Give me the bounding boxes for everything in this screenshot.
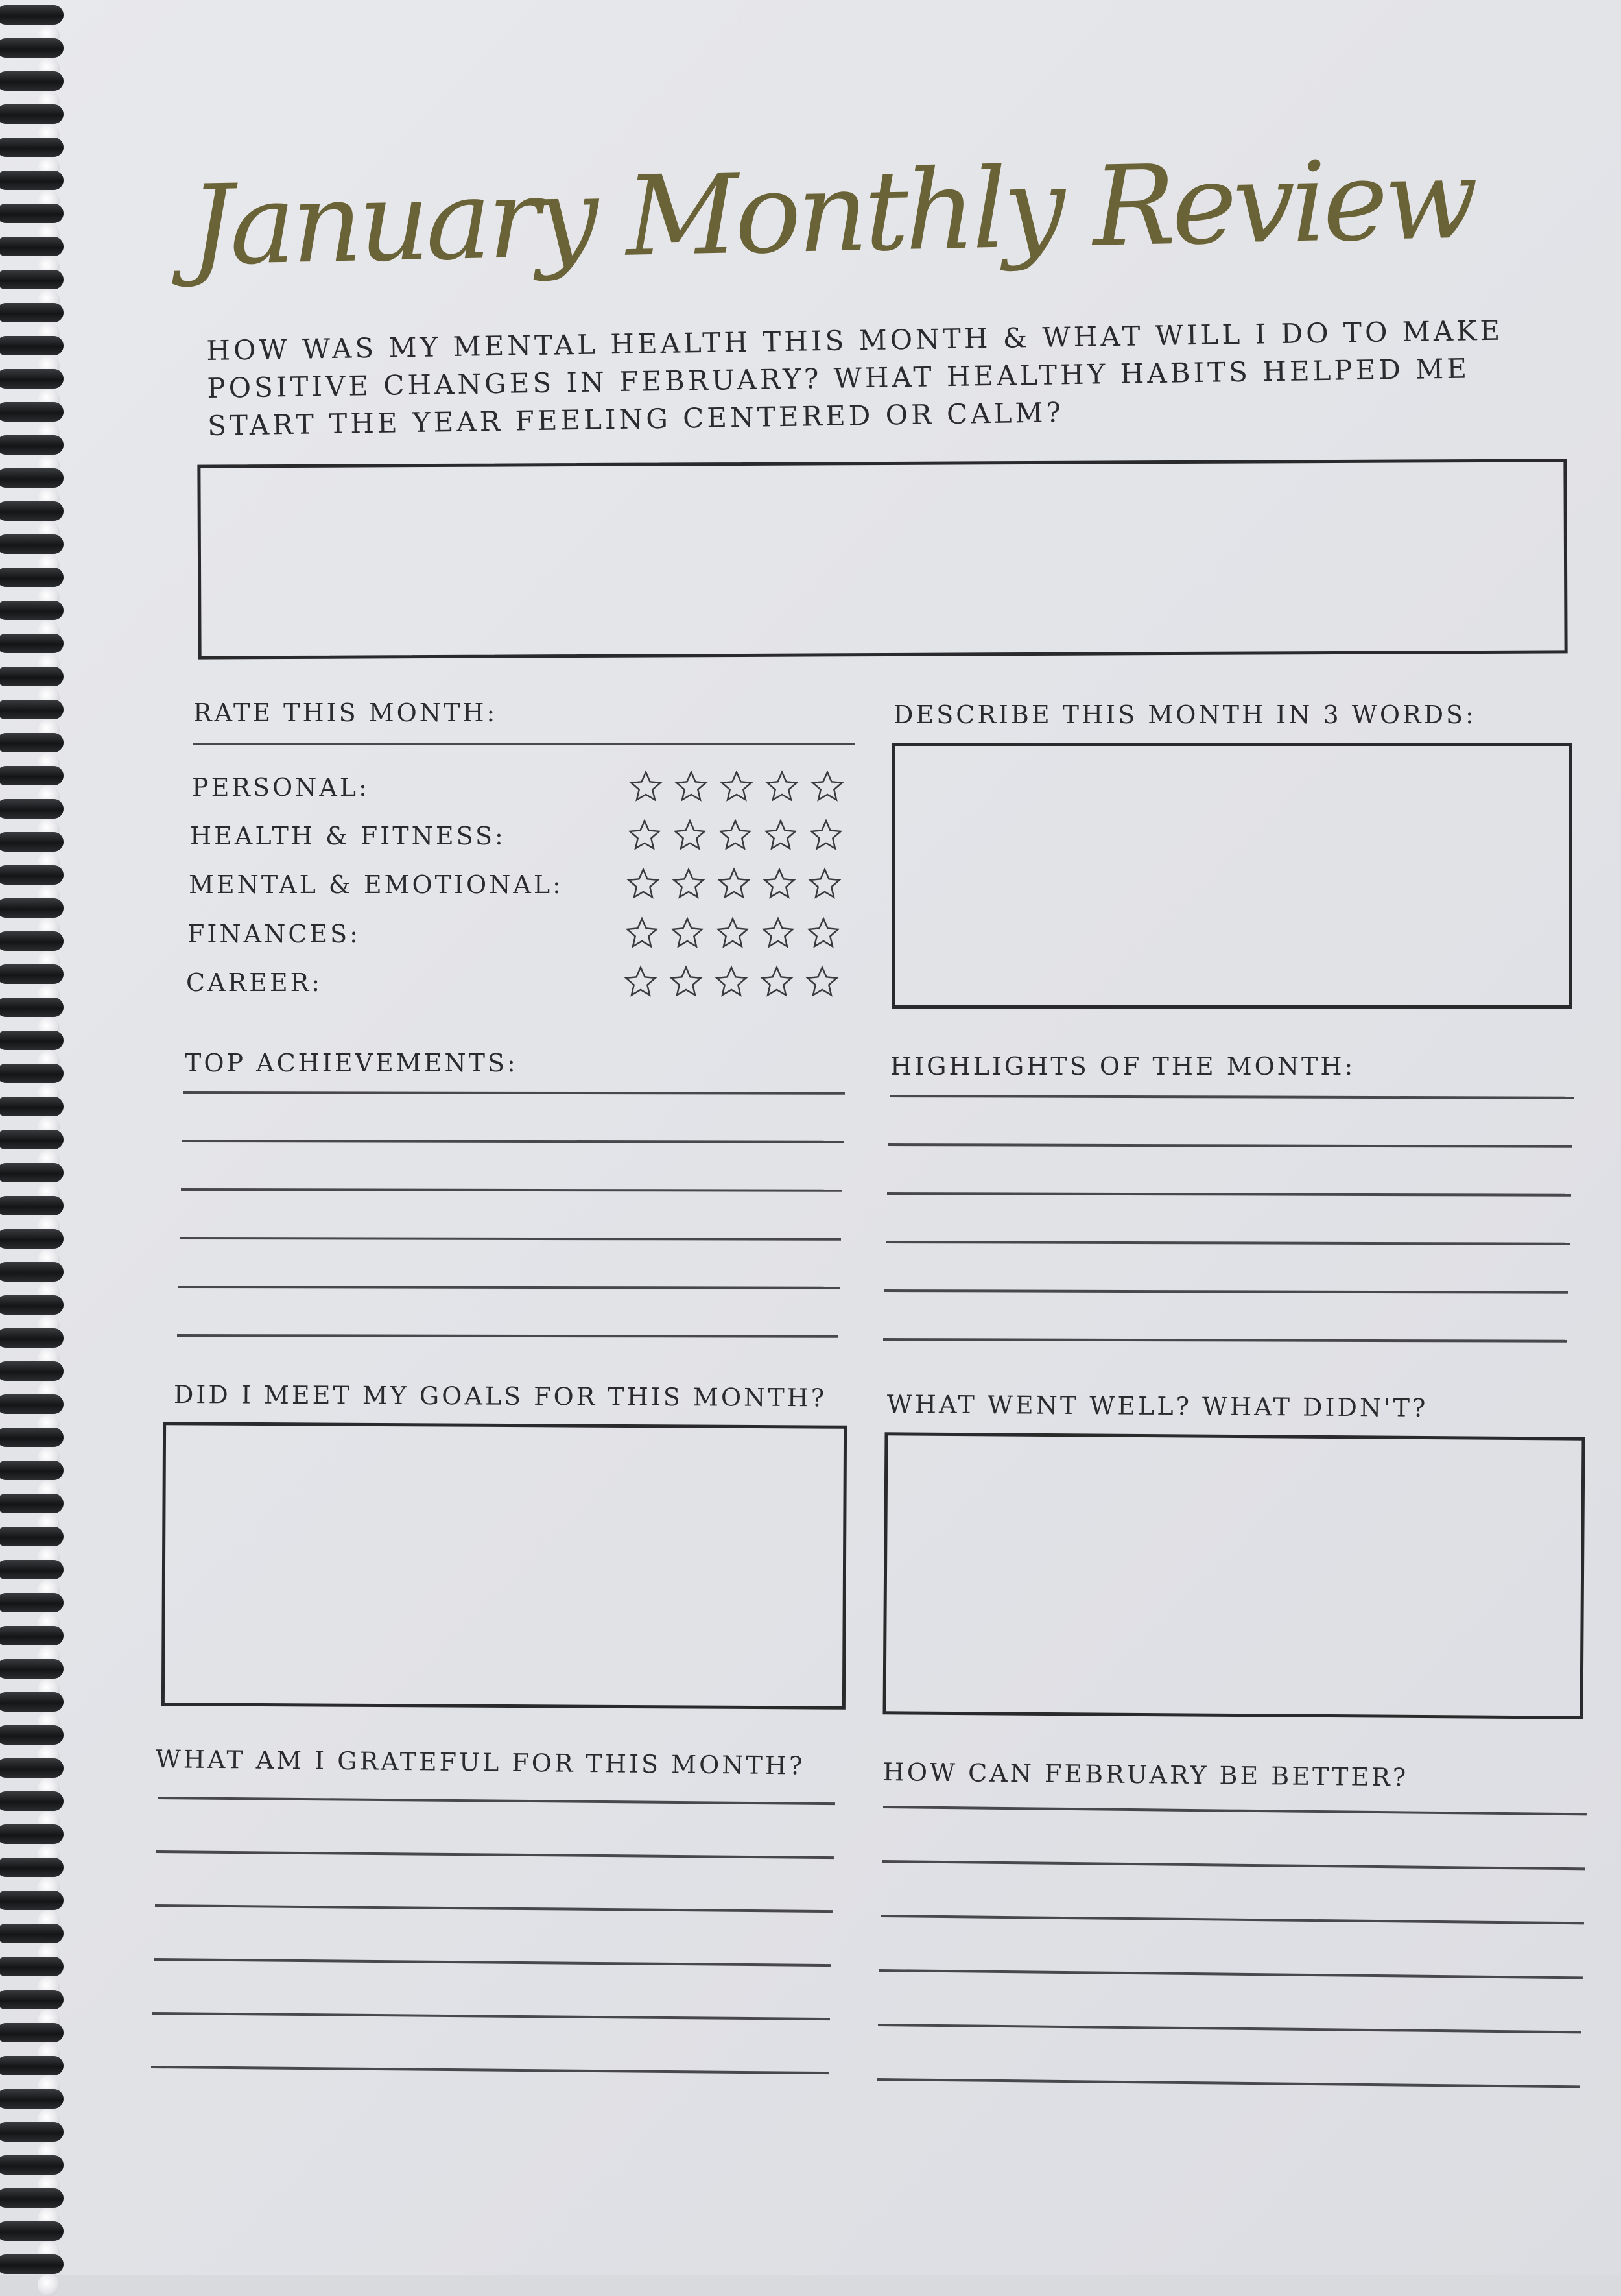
binding-ring (0, 171, 64, 190)
february-better-line[interactable] (878, 2024, 1581, 2033)
binding-ring (0, 2155, 64, 2175)
grateful-line[interactable] (151, 2066, 829, 2074)
star-rating (624, 916, 842, 951)
binding-ring (0, 601, 64, 620)
rating-label: HEALTH & FITNESS: (190, 822, 506, 850)
star-outline-icon[interactable] (628, 769, 664, 804)
grateful-line[interactable] (154, 1958, 831, 1967)
star-outline-icon[interactable] (807, 867, 843, 902)
star-outline-icon[interactable] (717, 818, 753, 853)
achievement-line[interactable] (180, 1237, 841, 1241)
binding-ring (0, 2023, 64, 2042)
binding-ring (0, 1824, 64, 1844)
highlights-heading: HIGHLIGHTS OF THE MONTH: (890, 1052, 1356, 1081)
binding-ring (0, 667, 64, 686)
binding-ring (0, 534, 64, 554)
star-outline-icon[interactable] (713, 964, 750, 999)
february-better-heading: HOW CAN FEBRUARY BE BETTER? (882, 1758, 1409, 1792)
prompt-line-1: HOW WAS MY MENTAL HEALTH THIS MONTH & WHAT WILL I DO TO MAKE (206, 314, 1504, 366)
binding-ring (0, 1659, 64, 1679)
binding-ring (0, 38, 64, 58)
binding-ring (0, 237, 64, 256)
binding-ring (0, 700, 64, 719)
rate-heading-underline (193, 743, 855, 745)
binding-ring (0, 1461, 64, 1480)
star-outline-icon[interactable] (670, 867, 707, 902)
binding-ring (0, 1692, 64, 1712)
grateful-line[interactable] (152, 2012, 830, 2020)
goals-answer-box[interactable] (161, 1422, 847, 1710)
achievement-line[interactable] (183, 1091, 845, 1095)
binding-ring (0, 1097, 64, 1116)
highlight-line[interactable] (886, 1241, 1570, 1245)
binding-ring (0, 435, 64, 455)
star-outline-icon[interactable] (624, 916, 660, 951)
binding-ring (0, 1328, 64, 1348)
binding-ring (0, 1229, 64, 1249)
star-rating (628, 769, 846, 804)
grateful-heading: WHAT AM I GRATEFUL FOR THIS MONTH? (155, 1745, 805, 1780)
star-outline-icon[interactable] (763, 818, 799, 853)
binding-ring (0, 898, 64, 918)
star-outline-icon[interactable] (759, 964, 795, 999)
binding-ring (0, 832, 64, 852)
binding-ring (0, 1295, 64, 1315)
binding-ring (0, 799, 64, 819)
binding-ring (0, 964, 64, 984)
binding-ring (0, 1791, 64, 1811)
february-better-line[interactable] (877, 2078, 1580, 2088)
mental-health-prompt (206, 311, 1543, 445)
binding-ring (0, 402, 64, 422)
star-rating (625, 867, 843, 902)
binding-ring (0, 2221, 64, 2241)
binding-ring (0, 634, 64, 653)
binding-ring (0, 204, 64, 223)
went-well-heading: WHAT WENT WELL? WHAT DIDN'T? (886, 1390, 1428, 1422)
highlight-line[interactable] (888, 1143, 1572, 1148)
describe-month-heading: DESCRIBE THIS MONTH IN 3 WORDS: (893, 700, 1476, 729)
binding-hole (38, 2274, 60, 2296)
highlight-line[interactable] (890, 1095, 1574, 1099)
february-better-line[interactable] (883, 1806, 1587, 1815)
star-outline-icon[interactable] (626, 818, 663, 853)
grateful-line[interactable] (158, 1797, 835, 1805)
star-outline-icon[interactable] (673, 769, 709, 804)
star-outline-icon[interactable] (716, 867, 752, 902)
february-better-line[interactable] (879, 1969, 1583, 1979)
binding-ring (0, 2188, 64, 2208)
star-outline-icon[interactable] (622, 964, 659, 999)
binding-ring (0, 1428, 64, 1447)
rating-label: PERSONAL: (192, 773, 370, 802)
star-rating (622, 964, 840, 999)
rating-label: FINANCES: (187, 920, 361, 948)
binding-ring (0, 766, 64, 785)
went-well-answer-box[interactable] (882, 1432, 1585, 1719)
february-better-line[interactable] (881, 1915, 1584, 1924)
star-outline-icon[interactable] (764, 769, 800, 804)
star-outline-icon[interactable] (669, 916, 705, 951)
highlight-line[interactable] (884, 1289, 1568, 1294)
rating-label: MENTAL & EMOTIONAL: (189, 870, 563, 899)
top-achievements-heading: TOP ACHIEVEMENTS: (185, 1049, 518, 1077)
binding-ring (0, 468, 64, 488)
star-outline-icon[interactable] (809, 769, 846, 804)
goals-heading: DID I MEET MY GOALS FOR THIS MONTH? (173, 1380, 827, 1413)
describe-month-box[interactable] (892, 743, 1572, 1009)
binding-ring (0, 1527, 64, 1546)
star-rating (626, 818, 844, 853)
binding-ring (0, 5, 64, 25)
binding-ring (0, 2056, 64, 2075)
binding-ring (0, 1990, 64, 2009)
binding-ring (0, 1626, 64, 1645)
binding-ring (0, 1725, 64, 1745)
binding-ring (0, 1858, 64, 1877)
binding-ring (0, 1130, 64, 1149)
achievement-line[interactable] (178, 1286, 840, 1289)
binding-ring (0, 71, 64, 91)
binding-ring (0, 931, 64, 951)
grateful-line[interactable] (155, 1904, 833, 1913)
star-outline-icon[interactable] (668, 964, 704, 999)
star-outline-icon[interactable] (760, 916, 796, 951)
star-outline-icon[interactable] (805, 916, 842, 951)
prompt-line-2: POSITIVE CHANGES IN FEBRUARY? WHAT HEALTHY HABITS HELPED ME (206, 352, 1471, 404)
binding-ring (0, 568, 64, 587)
rating-label: CAREER: (186, 968, 323, 997)
binding-ring (0, 270, 64, 289)
binding-ring (0, 336, 64, 355)
page-title: January Monthly Review (188, 135, 1476, 291)
binding-ring (0, 1758, 64, 1778)
binding-ring (0, 369, 64, 389)
binding-ring (0, 1560, 64, 1579)
binding-ring (0, 1593, 64, 1612)
binding-ring (0, 1361, 64, 1381)
star-outline-icon[interactable] (761, 867, 798, 902)
binding-ring (0, 865, 64, 885)
binding-ring (0, 104, 64, 124)
prompt-line-3: START THE YEAR FEELING CENTERED OR CALM? (207, 396, 1065, 442)
binding-ring (0, 1196, 64, 1215)
achievement-line[interactable] (181, 1188, 842, 1192)
binding-ring (0, 733, 64, 752)
mental-health-answer-box[interactable] (197, 459, 1567, 659)
february-better-line[interactable] (882, 1860, 1585, 1870)
binding-ring (0, 303, 64, 322)
binding-ring (0, 2089, 64, 2109)
binding-ring (0, 998, 64, 1017)
spiral-binding (0, 0, 78, 2275)
binding-ring (0, 138, 64, 157)
binding-ring (0, 2254, 64, 2274)
achievement-line[interactable] (182, 1140, 844, 1143)
star-outline-icon[interactable] (804, 964, 840, 999)
star-outline-icon[interactable] (808, 818, 844, 853)
star-outline-icon[interactable] (715, 916, 751, 951)
binding-ring (0, 2122, 64, 2142)
binding-ring (0, 1924, 64, 1943)
highlight-line[interactable] (887, 1192, 1571, 1197)
grateful-line[interactable] (156, 1850, 834, 1859)
binding-ring (0, 1394, 64, 1414)
binding-ring (0, 1262, 64, 1282)
rate-month-heading: RATE THIS MONTH: (193, 699, 498, 727)
binding-ring (0, 1163, 64, 1182)
highlight-line[interactable] (883, 1338, 1567, 1343)
achievement-line[interactable] (177, 1334, 838, 1338)
star-outline-icon[interactable] (625, 867, 661, 902)
binding-ring (0, 1957, 64, 1976)
binding-ring (0, 1031, 64, 1050)
binding-ring (0, 1891, 64, 1910)
binding-ring (0, 1494, 64, 1513)
binding-ring (0, 501, 64, 521)
star-outline-icon[interactable] (672, 818, 708, 853)
star-outline-icon[interactable] (718, 769, 755, 804)
binding-ring (0, 1064, 64, 1083)
